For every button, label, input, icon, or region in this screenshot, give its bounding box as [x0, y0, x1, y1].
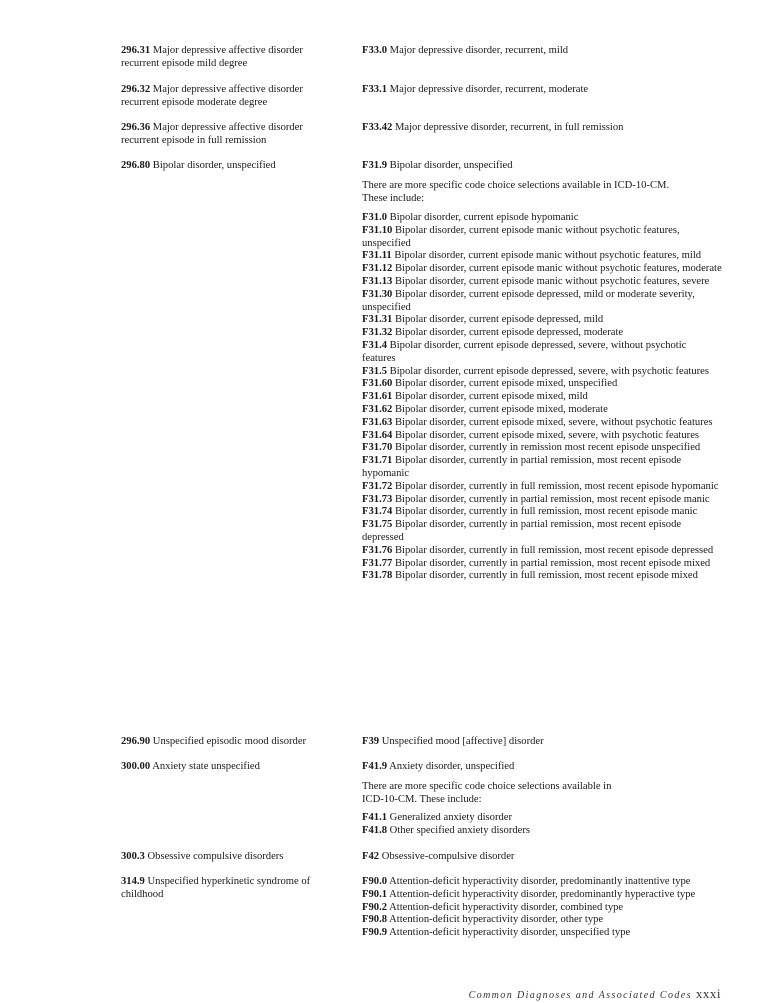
icd10-entry	[362, 45, 722, 58]
list-item	[362, 250, 722, 263]
icd10-description: Bipolar disorder, current episode mixed, mild	[394, 391, 588, 403]
list-item	[362, 442, 722, 455]
list-item	[362, 378, 722, 391]
icd10-description: Major depressive disorder, recurrent, moderate	[389, 84, 589, 95]
icd10-description: Bipolar disorder, currently in partial remission, most recent episode depressed	[362, 519, 682, 543]
icd10-code: F31.64	[362, 429, 393, 441]
list-item	[362, 914, 732, 927]
icd10-description: Anxiety disorder, unspecified	[389, 761, 515, 772]
icd10-code: F41.1	[362, 812, 388, 823]
icd9-code: 296.32	[121, 84, 151, 95]
icd10-description: Bipolar disorder, currently in remission most recent episode unspecified	[394, 442, 701, 454]
icd9-description: Unspecified episodic mood disorder	[152, 736, 307, 747]
icd10-code: F31.12	[362, 263, 393, 275]
icd9-entry	[121, 45, 321, 71]
icd10-code: F31.4	[362, 339, 388, 351]
list-item	[362, 494, 722, 507]
icd9-entry	[121, 160, 321, 173]
code-list	[362, 876, 732, 940]
icd10-description: Attention-deficit hyperactivity disorder, other type	[389, 914, 604, 926]
list-item	[362, 276, 722, 289]
icd10-description: Bipolar disorder, current episode hypomanic	[389, 212, 579, 223]
icd10-description: Bipolar disorder, current episode mixed, unspecified	[394, 378, 618, 390]
icd9-code: 314.9	[121, 876, 145, 887]
list-item	[362, 481, 722, 494]
list-item	[362, 927, 732, 940]
icd10-entry	[362, 736, 722, 749]
list-item	[362, 506, 722, 519]
list-item	[362, 902, 732, 915]
more-codes-note: There are more specific code choice selections available in ICD-10-CM. These include:	[362, 180, 670, 204]
icd9-description: Major depressive affective disorder recurrent episode moderate degree	[121, 84, 303, 108]
list-item	[362, 225, 722, 251]
icd10-code: F31.10	[362, 224, 393, 236]
icd10-description: Bipolar disorder, current episode depressed, mild or moderate severity, unspecified	[362, 288, 695, 313]
icd10-description: Bipolar disorder, current episode depressed, severe, with psychotic features	[389, 365, 710, 377]
code-list	[362, 812, 722, 838]
icd10-description: Bipolar disorder, currently in full remission, most recent episode depressed	[394, 544, 714, 556]
icd9-code: 300.00	[121, 761, 151, 772]
icd9-entry	[121, 122, 321, 148]
icd10-code: F41.9	[362, 761, 388, 772]
icd10-code: F31.62	[362, 403, 393, 415]
list-item	[362, 417, 722, 430]
icd10-code: F31.0	[362, 212, 388, 223]
icd10-description: Attention-deficit hyperactivity disorder, predominantly inattentive type	[389, 876, 691, 887]
icd10-description: Bipolar disorder, currently in full remission, most recent episode manic	[394, 506, 698, 518]
icd10-code: F90.8	[362, 914, 388, 926]
list-item	[362, 430, 722, 443]
list-item	[362, 391, 722, 404]
icd10-description: Bipolar disorder, current episode depressed, severe, without psychotic features	[362, 339, 687, 364]
icd10-entry	[362, 84, 722, 97]
icd10-description: Bipolar disorder, unspecified	[389, 160, 513, 171]
icd10-description: Bipolar disorder, current episode depressed, moderate	[394, 327, 624, 339]
icd9-description: Major depressive affective disorder recurrent episode mild degree	[121, 45, 303, 69]
icd10-description: Bipolar disorder, current episode mixed, severe, with psychotic features	[394, 429, 700, 441]
icd10-code: F41.8	[362, 824, 388, 836]
icd10-code: F90.2	[362, 901, 388, 913]
list-item	[362, 212, 722, 225]
icd10-code: F31.72	[362, 480, 393, 492]
icd10-code: F31.9	[362, 160, 388, 171]
list-item	[362, 570, 722, 583]
list-item	[362, 404, 722, 417]
icd9-code: 300.3	[121, 851, 145, 862]
page-footer	[469, 988, 721, 1003]
list-item	[362, 327, 722, 340]
icd9-description: Anxiety state unspecified	[152, 761, 260, 772]
icd10-code: F31.76	[362, 544, 393, 556]
list-item	[362, 545, 722, 558]
icd10-description: Attention-deficit hyperactivity disorder, combined type	[389, 901, 624, 913]
icd9-entry	[121, 736, 351, 749]
icd9-description: Bipolar disorder, unspecified	[152, 160, 276, 171]
page-number: xxxi	[695, 986, 721, 1001]
list-item	[362, 876, 732, 889]
icd10-code: F33.0	[362, 45, 388, 56]
icd10-description: Major depressive disorder, recurrent, mild	[389, 45, 569, 56]
icd10-description: Bipolar disorder, current episode manic without psychotic features, moderate	[394, 263, 722, 275]
list-item	[362, 289, 722, 315]
icd10-description: Attention-deficit hyperactivity disorder, unspecified type	[389, 927, 631, 939]
icd9-code: 296.31	[121, 45, 151, 56]
more-codes-note: There are more specific code choice selections available in ICD-10-CM. These include:	[362, 781, 612, 805]
icd10-code: F31.75	[362, 519, 393, 531]
icd10-description: Bipolar disorder, current episode manic without psychotic features, mild	[394, 250, 702, 262]
icd10-description: Unspecified mood [affective] disorder	[381, 736, 544, 747]
icd9-entry	[121, 761, 321, 774]
icd10-description: Other specified anxiety disorders	[389, 824, 530, 836]
icd10-description: Bipolar disorder, current episode depressed, mild	[394, 314, 604, 326]
icd10-code: F31.78	[362, 570, 393, 582]
icd10-code: F33.1	[362, 84, 388, 95]
icd9-entry	[121, 876, 321, 902]
icd10-description: Generalized anxiety disorder	[389, 812, 513, 823]
list-item	[362, 812, 722, 825]
icd10-code: F39	[362, 736, 380, 747]
list-item	[362, 314, 722, 327]
list-item	[362, 366, 722, 379]
icd10-code: F31.30	[362, 288, 393, 300]
code-list	[362, 212, 722, 583]
icd10-entry	[362, 761, 722, 774]
icd10-description: Bipolar disorder, current episode manic without psychotic features, severe	[394, 275, 710, 287]
icd10-description: Bipolar disorder, current episode mixed, moderate	[394, 403, 608, 415]
icd10-code: F31.11	[362, 250, 392, 262]
icd10-description: Bipolar disorder, current episode mixed, severe, without psychotic features	[394, 416, 713, 428]
list-item	[362, 825, 722, 838]
icd9-code: 296.36	[121, 122, 151, 133]
icd9-description: Major depressive affective disorder recurrent episode in full remission	[121, 122, 303, 146]
icd10-description: Obsessive-compulsive disorder	[381, 851, 515, 862]
icd10-code: F90.9	[362, 927, 388, 939]
icd10-code: F31.74	[362, 506, 393, 518]
icd9-code: 296.80	[121, 160, 151, 171]
list-item	[362, 519, 722, 545]
icd10-entry	[362, 122, 722, 135]
icd10-code: F90.0	[362, 876, 388, 887]
icd10-description: Bipolar disorder, currently in partial remission, most recent episode manic	[394, 493, 710, 505]
list-item	[362, 455, 722, 481]
list-item	[362, 263, 722, 276]
icd9-description: Obsessive compulsive disorders	[147, 851, 284, 862]
icd10-entry	[362, 851, 722, 864]
icd10-code: F31.32	[362, 327, 393, 339]
icd10-description: Attention-deficit hyperactivity disorder, predominantly hyperactive type	[389, 888, 696, 900]
icd10-code: F31.63	[362, 416, 393, 428]
icd10-code: F31.60	[362, 378, 393, 390]
running-footer-title: Common Diagnoses and Associated Codes	[468, 990, 692, 1001]
list-item	[362, 558, 722, 571]
icd9-entry	[121, 84, 321, 110]
icd9-code: 296.90	[121, 736, 151, 747]
icd10-code: F31.13	[362, 275, 393, 287]
icd10-code: F33.42	[362, 122, 393, 133]
icd10-code: F31.70	[362, 442, 393, 454]
icd10-code: F31.73	[362, 493, 393, 505]
icd10-code: F90.1	[362, 888, 388, 900]
icd10-description: Bipolar disorder, currently in partial remission, most recent episode hypomanic	[362, 455, 682, 479]
icd10-code: F31.71	[362, 455, 393, 467]
icd10-code: F31.77	[362, 557, 393, 569]
list-item	[362, 340, 722, 366]
icd10-entry	[362, 160, 722, 173]
icd9-entry	[121, 851, 321, 864]
icd10-code: F31.5	[362, 365, 388, 377]
icd10-description: Bipolar disorder, currently in full remission, most recent episode mixed	[394, 570, 698, 582]
icd10-description: Major depressive disorder, recurrent, in full remission	[394, 122, 624, 133]
list-item	[362, 889, 732, 902]
icd10-description: Bipolar disorder, current episode manic without psychotic features, unspecified	[362, 224, 680, 249]
icd10-description: Bipolar disorder, currently in partial remission, most recent episode mixed	[394, 557, 711, 569]
icd10-code: F31.61	[362, 391, 393, 403]
icd10-code: F31.31	[362, 314, 393, 326]
icd10-description: Bipolar disorder, currently in full remission, most recent episode hypomanic	[394, 480, 719, 492]
icd9-description: Unspecified hyperkinetic syndrome of childhood	[121, 876, 311, 900]
icd10-code: F42	[362, 851, 380, 862]
